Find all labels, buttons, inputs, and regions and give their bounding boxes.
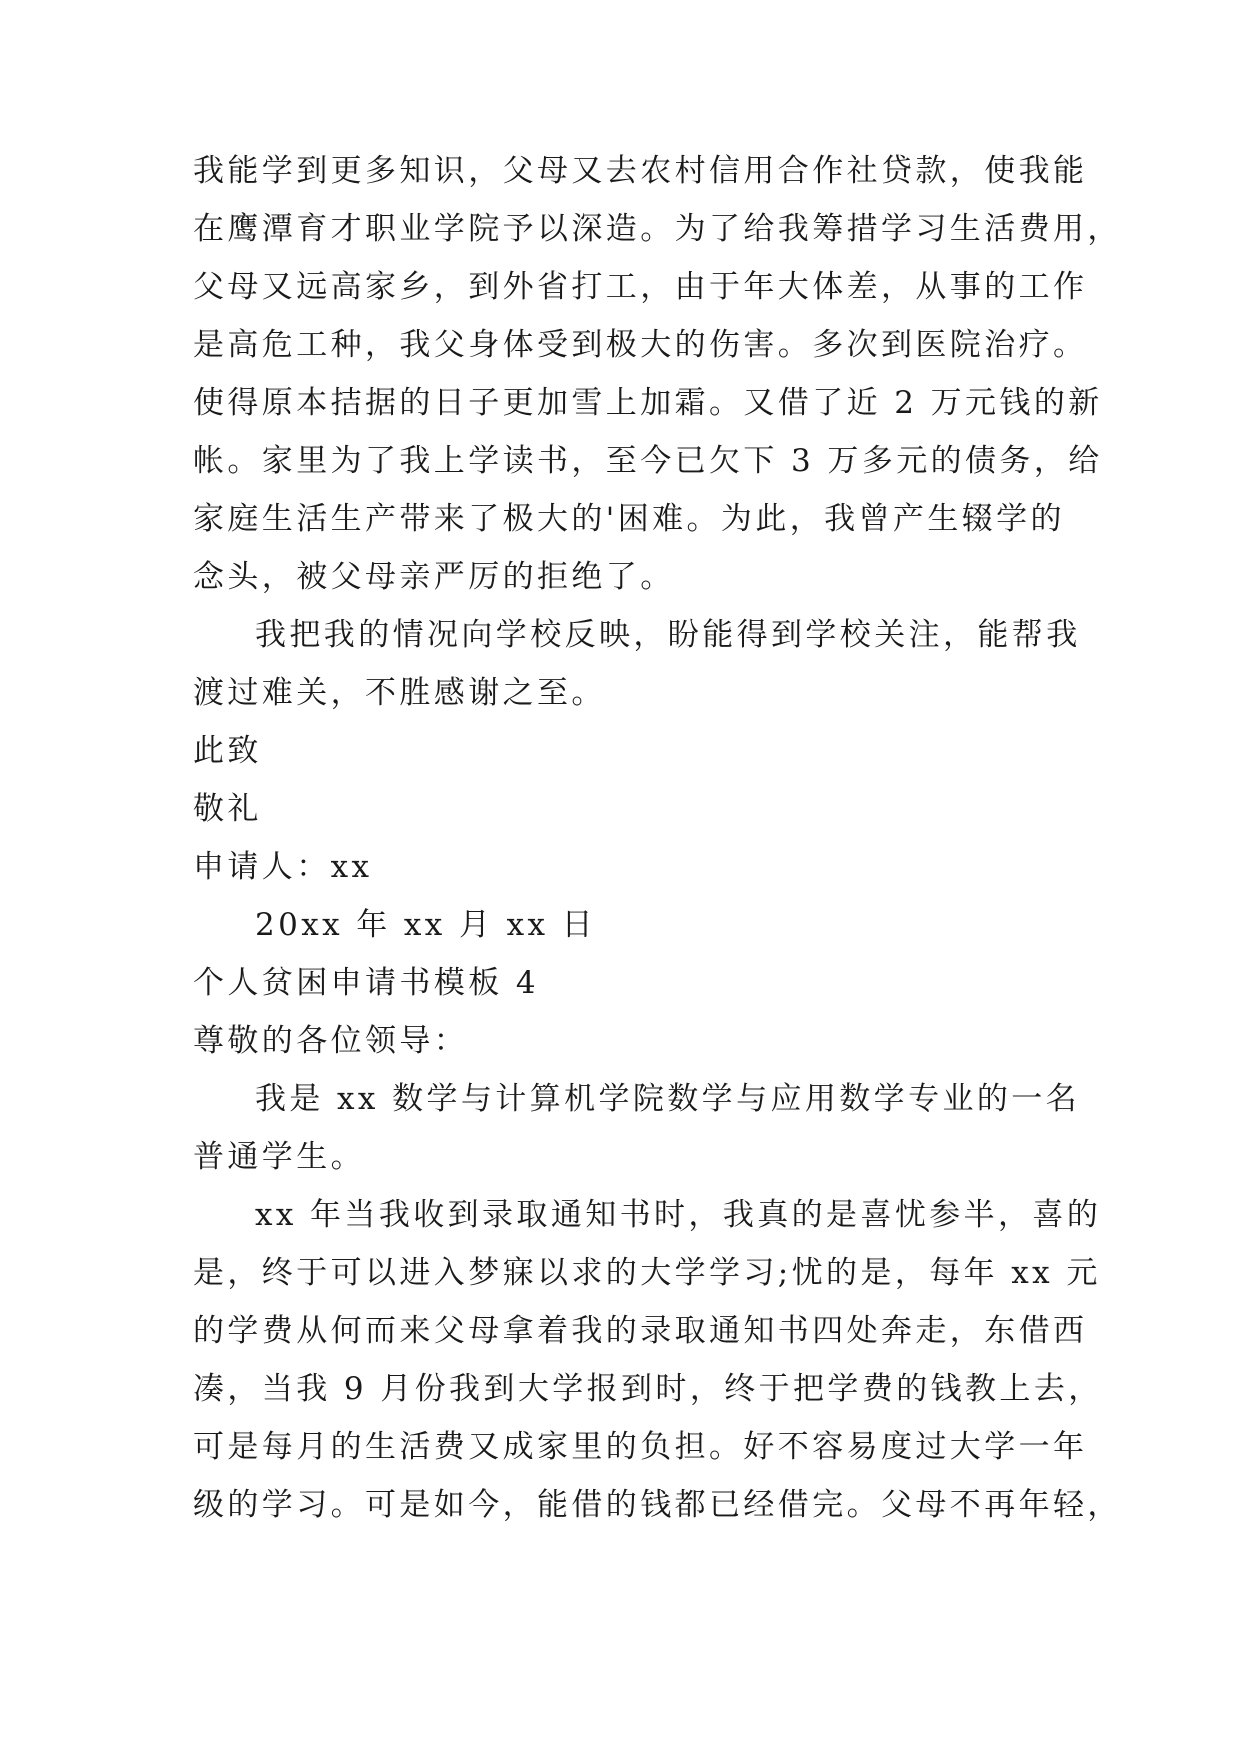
text-line: 凑，当我 9 月份我到大学报到时，终于把学费的钱教上去， bbox=[193, 1371, 1103, 1407]
text-line: 帐。家里为了我上学读书，至今已欠下 3 万多元的债务，给 bbox=[193, 443, 1103, 479]
text-line: 在鹰潭育才职业学院予以深造。为了给我筹措学习生活费用， bbox=[193, 211, 1122, 247]
closing-salutation: 此致 bbox=[193, 733, 262, 769]
text-line: 级的学习。可是如今，能借的钱都已经借完。父母不再年轻， bbox=[193, 1487, 1122, 1523]
text-line: 家庭生活生产带来了极大的'困难。为此，我曾产生辍学的 bbox=[193, 501, 1065, 537]
paragraph-start: 我是 xx 数学与计算机学院数学与应用数学专业的一名 bbox=[255, 1081, 1081, 1117]
section-title: 个人贫困申请书模板 4 bbox=[193, 965, 539, 1001]
paragraph-start: 我把我的情况向学校反映，盼能得到学校关注，能帮我 bbox=[255, 617, 1081, 653]
text-line: 是，终于可以进入梦寐以求的大学学习;忧的是，每年 xx 元 bbox=[193, 1255, 1101, 1291]
text-line: 父母又远高家乡，到外省打工，由于年大体差，从事的工作 bbox=[193, 269, 1088, 305]
date-line: 20xx 年 xx 月 xx 日 bbox=[255, 907, 597, 943]
paragraph-start: xx 年当我收到录取通知书时，我真的是喜忧参半，喜的 bbox=[255, 1197, 1102, 1233]
text-line: 念头，被父母亲严厉的拒绝了。 bbox=[193, 559, 675, 595]
text-line: 我能学到更多知识，父母又去农村信用合作社贷款，使我能 bbox=[193, 153, 1088, 189]
text-line: 是高危工种，我父身体受到极大的伤害。多次到医院治疗。 bbox=[193, 327, 1088, 363]
applicant-line: 申请人：xx bbox=[193, 849, 373, 885]
greeting: 尊敬的各位领导： bbox=[193, 1023, 469, 1059]
text-line: 的学费从何而来父母拿着我的录取通知书四处奔走，东借西 bbox=[193, 1313, 1088, 1349]
text-line: 渡过难关，不胜感谢之至。 bbox=[193, 675, 606, 711]
text-line: 可是每月的生活费又成家里的负担。好不容易度过大学一年 bbox=[193, 1429, 1088, 1465]
text-line: 使得原本拮据的日子更加雪上加霜。又借了近 2 万元钱的新 bbox=[193, 385, 1103, 421]
text-line: 普通学生。 bbox=[193, 1139, 365, 1175]
closing-regards: 敬礼 bbox=[193, 791, 262, 827]
